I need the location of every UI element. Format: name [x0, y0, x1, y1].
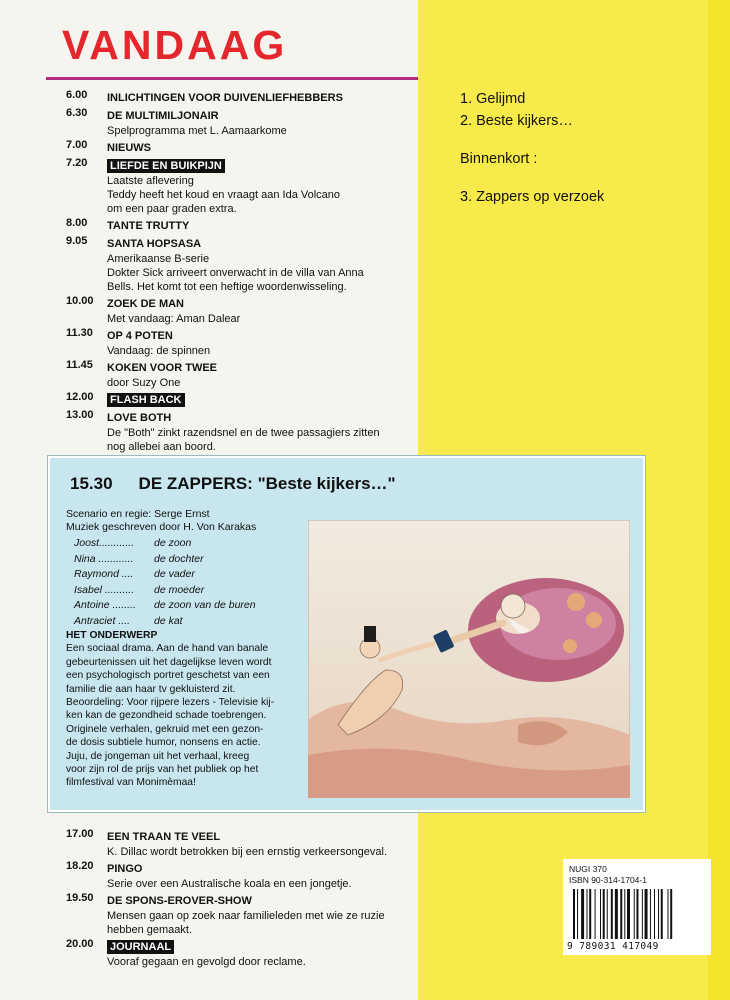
cast-role: de zoon van de buren: [154, 599, 256, 611]
program-title: ZOEK DE MAN: [107, 298, 184, 310]
schedule-time: 9.05: [66, 235, 88, 247]
episode-item: 2. Beste kijkers…: [460, 113, 573, 129]
schedule-entry: [66, 88, 416, 106]
subject-heading: HET ONDERWERP: [66, 630, 158, 641]
credits: [66, 508, 306, 534]
tv-schedule-evening: [66, 827, 426, 969]
subject-line: filmfestival van Monimèmaa!: [66, 777, 196, 789]
schedule-entry: [66, 216, 416, 234]
program-title: FLASH BACK: [107, 393, 185, 407]
schedule-entry: [66, 138, 416, 156]
program-description: hebben gemaakt.: [107, 924, 193, 936]
credit-line: Scenario en regie: Serge Ernst: [66, 508, 210, 520]
cast-character: Antraciet ....: [74, 614, 131, 627]
program-description: om een paar graden extra.: [107, 203, 237, 215]
subject-line: Beoordeling: Voor rijpere lezers - Televisie kij-: [66, 697, 275, 709]
subject-line: ken kan de gezondheid schade toebrengen.: [66, 710, 267, 722]
program-description: Serie over een Australische koala en een jongetje.: [107, 878, 352, 890]
schedule-entry: [66, 326, 416, 358]
program-title: EEN TRAAN TE VEEL: [107, 831, 221, 843]
program-description: door Suzy One: [107, 377, 181, 389]
cast-role: de kat: [154, 614, 183, 627]
subject-line: familie die aan haar tv gekluisterd zit.: [66, 683, 236, 695]
program-title: JOURNAAL: [107, 940, 174, 954]
program-description: Vandaag: de spinnen: [107, 345, 211, 357]
subject-line: een psychologisch portret geschetst van een: [66, 670, 270, 682]
schedule-entry: [66, 294, 416, 326]
subject-line: voor zijn rol de prijs van het publiek op het: [66, 764, 259, 776]
cast-row: [74, 614, 256, 630]
page-title: VANDAAG: [62, 22, 288, 68]
program-title: INLICHTINGEN VOOR DUIVENLIEFHEBBERS: [107, 92, 343, 104]
program-description: Bells. Het komt tot een heftige woordenwisseling.: [107, 281, 347, 293]
schedule-entry: [66, 156, 416, 216]
cast-character: Antoine ........: [74, 599, 136, 611]
schedule-entry: [66, 234, 416, 294]
schedule-time: 8.00: [66, 217, 88, 229]
cast-role: de vader: [154, 568, 195, 580]
cast-list: [74, 536, 256, 629]
program-description: K. Dillac wordt betrokken bij een ernstig verkeersongeval.: [107, 846, 388, 858]
schedule-entry: [66, 106, 416, 138]
cast-character: Joost............: [74, 537, 135, 549]
cast-row: [74, 598, 256, 614]
program-description: nog allebei aan boord.: [107, 441, 216, 453]
schedule-time: 6.30: [66, 107, 88, 119]
program-title: LOVE BOTH: [107, 412, 172, 424]
program-description: De "Both" zinkt razendsnel en de twee passagiers zitten: [107, 427, 380, 439]
cast-row: [74, 552, 256, 568]
program-description: Spelprogramma met L. Aamaarkome: [107, 125, 287, 137]
barcode: [571, 889, 703, 941]
cast-role: de zoon: [154, 537, 192, 549]
program-description: Mensen gaan op zoek naar familieleden met wie ze ruzie: [107, 910, 385, 922]
schedule-time: 13.00: [66, 409, 94, 421]
featured-name: DE ZAPPERS: "Beste kijkers…": [138, 474, 396, 493]
program-title: DE SPONS-EROVER-SHOW: [107, 895, 252, 907]
schedule-time: 7.00: [66, 139, 88, 151]
featured-program-box: [48, 456, 645, 812]
tv-schedule: [66, 88, 416, 454]
schedule-entry: [66, 891, 426, 937]
episode-item: 3. Zappers op verzoek: [460, 189, 605, 205]
schedule-time: 7.20: [66, 157, 88, 169]
program-description: Dokter Sick arriveert onverwacht in de villa van Anna: [107, 267, 364, 279]
featured-title: [70, 474, 396, 494]
schedule-time: 20.00: [66, 938, 94, 950]
program-title: PINGO: [107, 863, 143, 875]
program-title: KOKEN VOOR TWEE: [107, 362, 218, 374]
program-description: Laatste aflevering: [107, 175, 194, 187]
subject-line: Originele verhalen, gekruid met een gezon-: [66, 723, 264, 735]
schedule-entry: [66, 827, 426, 859]
program-title: NIEUWS: [107, 142, 151, 154]
subject-section: [66, 629, 296, 790]
comic-illustration: [308, 520, 630, 798]
schedule-time: 18.20: [66, 860, 94, 872]
program-description: Vooraf gegaan en gevolgd door reclame.: [107, 956, 306, 968]
episode-list: [460, 88, 604, 208]
coming-soon-label: Binnenkort :: [460, 151, 538, 167]
schedule-time: 10.00: [66, 295, 94, 307]
subject-line: Juju, de jongeman uit het verhaal, kreeg: [66, 750, 250, 762]
program-title: LIEFDE EN BUIKPIJN: [107, 159, 225, 173]
cast-character: Raymond ....: [74, 568, 134, 580]
subject-line: de dosis subtiele humor, nonsens en actie.: [66, 737, 261, 749]
cast-role: de moeder: [154, 583, 205, 596]
program-title: SANTA HOPSASA: [107, 238, 202, 250]
subject-line: gebeurtenissen uit het dagelijkse leven wordt: [66, 656, 272, 668]
schedule-entry: [66, 390, 416, 408]
schedule-time: 17.00: [66, 828, 94, 840]
schedule-entry: [66, 358, 416, 390]
barcode-digits: 9 789031 417049: [567, 941, 659, 952]
program-description: Teddy heeft het koud en vraagt aan Ida Volcano: [107, 189, 341, 201]
schedule-time: 19.50: [66, 892, 94, 904]
program-description: Met vandaag: Aman Dalear: [107, 313, 241, 325]
cast-row: [74, 567, 256, 583]
schedule-entry: [66, 408, 416, 454]
program-title: TANTE TRUTTY: [107, 220, 190, 232]
schedule-entry: [66, 937, 426, 969]
isbn-number: ISBN 90-314-1704-1: [569, 875, 647, 885]
cast-role: de dochter: [154, 552, 204, 565]
schedule-entry: [66, 859, 426, 891]
schedule-time: 11.45: [66, 359, 93, 371]
schedule-time: 12.00: [66, 391, 94, 403]
program-title: OP 4 POTEN: [107, 330, 173, 342]
subject-line: Een sociaal drama. Aan de hand van banale: [66, 643, 269, 655]
isbn-block: [563, 859, 711, 955]
program-title: DE MULTIMILJONAIR: [107, 110, 219, 122]
episode-item: 1. Gelijmd: [460, 91, 526, 107]
nugi-code: NUGI 370: [569, 864, 607, 874]
title-divider: [46, 77, 418, 80]
cast-row: [74, 583, 256, 599]
cast-character: Isabel ..........: [74, 583, 135, 596]
credit-line: Muziek geschreven door H. Von Karakas: [66, 521, 257, 533]
cast-character: Nina ............: [74, 552, 134, 565]
program-description: Amerikaanse B-serie: [107, 253, 210, 265]
featured-time: 15.30: [70, 474, 113, 493]
cast-row: [74, 536, 256, 552]
schedule-time: 11.30: [66, 327, 93, 339]
schedule-time: 6.00: [66, 89, 88, 101]
